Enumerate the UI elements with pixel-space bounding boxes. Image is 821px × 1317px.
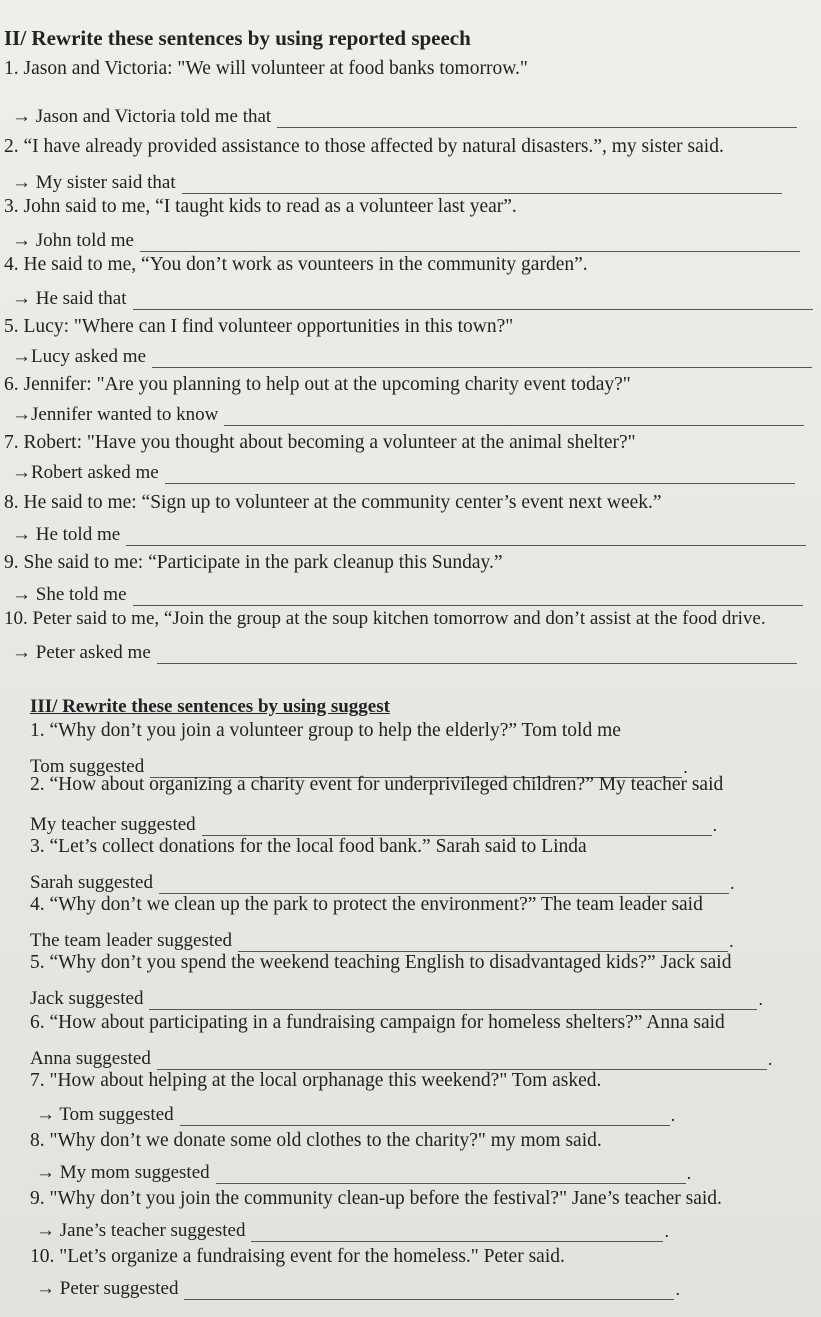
s3-answer-7-blank[interactable] bbox=[180, 1107, 670, 1126]
s3-answer-8-prompt: → My mom suggested bbox=[36, 1162, 210, 1183]
s2-answer-6-prompt: →Jennifer wanted to know bbox=[12, 404, 219, 425]
s2-answer-1 bbox=[12, 106, 797, 128]
s3-question-7: 7. "How about helping at the local orphanage this weekend?" Tom asked. bbox=[30, 1070, 602, 1091]
s2-answer-10 bbox=[12, 642, 797, 664]
s2-answer-8-blank[interactable] bbox=[126, 527, 806, 546]
s3-answer-7-period: . bbox=[670, 1105, 676, 1125]
s3-answer-8-period: . bbox=[686, 1163, 692, 1183]
s2-answer-7-prompt: →Robert asked me bbox=[12, 462, 159, 483]
s3-question-6: 6. “How about participating in a fundraising campaign for homeless shelters?” Anna said bbox=[30, 1012, 725, 1033]
s2-answer-7 bbox=[12, 462, 795, 484]
s3-question-3: 3. “Let’s collect donations for the local food bank.” Sarah said to Linda bbox=[30, 836, 587, 857]
s3-answer-6 bbox=[30, 1048, 772, 1070]
s2-answer-6-blank[interactable] bbox=[224, 407, 804, 426]
s3-answer-10-blank[interactable] bbox=[184, 1281, 674, 1300]
s2-question-1: 1. Jason and Victoria: "We will volunteer at food banks tomorrow." bbox=[4, 58, 528, 79]
s2-question-5: 5. Lucy: "Where can I find volunteer opportunities in this town?" bbox=[4, 316, 514, 337]
s2-answer-3-prompt: → John told me bbox=[12, 230, 134, 251]
s3-answer-8 bbox=[36, 1162, 691, 1184]
s2-answer-8-prompt: → He told me bbox=[12, 524, 121, 545]
s3-question-2: 2. “How about organizing a charity event for underprivileged children?” My teacher said bbox=[30, 774, 724, 795]
s3-answer-3-prompt: Sarah suggested bbox=[30, 872, 153, 893]
s2-question-6: 6. Jennifer: "Are you planning to help out at the upcoming charity event today?" bbox=[4, 374, 631, 395]
s3-question-9: 9. "Why don’t you join the community clean-up before the festival?" Jane’s teacher said. bbox=[30, 1188, 722, 1209]
s2-answer-3 bbox=[12, 230, 800, 252]
s3-answer-8-blank[interactable] bbox=[216, 1165, 686, 1184]
s3-answer-4-prompt: The team leader suggested bbox=[30, 930, 233, 951]
s3-question-8: 8. "Why don’t we donate some old clothes to the charity?" my mom said. bbox=[30, 1130, 602, 1151]
s3-answer-3 bbox=[30, 872, 734, 894]
s3-answer-6-blank[interactable] bbox=[157, 1051, 767, 1070]
s2-question-10: 10. Peter said to me, “Join the group at the soup kitchen tomorrow and don’t assist at the food drive. bbox=[4, 608, 766, 629]
s3-answer-2 bbox=[30, 814, 717, 836]
s2-answer-2-blank[interactable] bbox=[182, 175, 782, 194]
s2-answer-10-prompt: → Peter asked me bbox=[12, 642, 151, 663]
s2-answer-2-prompt: → My sister said that bbox=[12, 172, 176, 193]
s2-answer-4 bbox=[12, 288, 813, 310]
s3-answer-2-blank[interactable] bbox=[202, 817, 712, 836]
s2-question-4: 4. He said to me, “You don’t work as vounteers in the community garden”. bbox=[4, 254, 588, 275]
s2-question-9: 9. She said to me: “Participate in the park cleanup this Sunday.” bbox=[4, 552, 503, 573]
s3-answer-10-period: . bbox=[675, 1279, 680, 1299]
s3-answer-1-period: . bbox=[683, 757, 688, 777]
s2-answer-4-prompt: → He said that bbox=[12, 288, 127, 309]
s3-answer-5-prompt: Jack suggested bbox=[30, 988, 144, 1009]
s3-answer-10-prompt: → Peter suggested bbox=[36, 1278, 179, 1299]
s3-answer-10 bbox=[36, 1278, 680, 1300]
s2-answer-9 bbox=[12, 584, 803, 606]
s3-answer-4 bbox=[30, 930, 734, 952]
s2-answer-10-blank[interactable] bbox=[157, 645, 797, 664]
s2-answer-5-blank[interactable] bbox=[152, 349, 812, 368]
s3-question-10: 10. "Let’s organize a fundraising event for the homeless." Peter said. bbox=[30, 1246, 565, 1267]
s2-answer-7-blank[interactable] bbox=[165, 465, 795, 484]
s3-question-5: 5. “Why don’t you spend the weekend teaching English to disadvantaged kids?” Jack said bbox=[30, 952, 732, 973]
s2-answer-9-prompt: → She told me bbox=[12, 584, 127, 605]
s2-answer-1-prompt: → Jason and Victoria told me that bbox=[12, 106, 272, 127]
s3-answer-3-blank[interactable] bbox=[159, 875, 729, 894]
s3-answer-5-blank[interactable] bbox=[149, 991, 757, 1010]
s3-answer-7-prompt: → Tom suggested bbox=[36, 1104, 174, 1125]
s2-question-8: 8. He said to me: “Sign up to volunteer at the community center’s event next week.” bbox=[4, 492, 662, 513]
s3-answer-1-prompt: Tom suggested bbox=[30, 756, 145, 777]
s2-answer-4-blank[interactable] bbox=[133, 291, 813, 310]
s3-answer-6-period: . bbox=[767, 1049, 773, 1069]
s3-answer-5 bbox=[30, 988, 763, 1010]
s2-question-2: 2. “I have already provided assistance to those affected by natural disasters.”, my sister said. bbox=[4, 136, 724, 157]
s2-answer-9-blank[interactable] bbox=[133, 587, 803, 606]
s2-answer-5-prompt: →Lucy asked me bbox=[12, 346, 147, 367]
s2-question-7: 7. Robert: "Have you thought about becoming a volunteer at the animal shelter?" bbox=[4, 432, 636, 453]
s2-answer-2 bbox=[12, 172, 782, 194]
section-2-title: II/ Rewrite these sentences by using reported speech bbox=[4, 26, 471, 50]
s3-answer-2-period: . bbox=[712, 815, 718, 835]
s3-answer-3-period: . bbox=[729, 873, 735, 893]
s2-question-3: 3. John said to me, “I taught kids to read as a volunteer last year”. bbox=[4, 196, 517, 217]
s2-answer-3-blank[interactable] bbox=[140, 233, 800, 252]
s3-answer-9 bbox=[36, 1220, 669, 1242]
s3-answer-9-period: . bbox=[664, 1221, 669, 1241]
s3-question-1: 1. “Why don’t you join a volunteer group to help the elderly?” Tom told me bbox=[30, 720, 621, 741]
s3-answer-6-prompt: Anna suggested bbox=[30, 1048, 151, 1069]
s3-answer-7 bbox=[36, 1104, 675, 1126]
s2-answer-1-blank[interactable] bbox=[277, 109, 797, 128]
s3-answer-9-prompt: → Jane’s teacher suggested bbox=[36, 1220, 246, 1241]
section-3-title: III/ Rewrite these sentences by using suggest bbox=[30, 696, 390, 717]
s3-question-4: 4. “Why don’t we clean up the park to protect the environment?” The team leader said bbox=[30, 894, 703, 915]
s3-answer-5-period: . bbox=[758, 989, 763, 1009]
s2-answer-8 bbox=[12, 524, 806, 546]
s3-answer-4-blank[interactable] bbox=[238, 933, 728, 952]
s3-answer-9-blank[interactable] bbox=[251, 1223, 663, 1242]
s3-answer-4-period: . bbox=[729, 931, 734, 951]
s3-answer-2-prompt: My teacher suggested bbox=[30, 814, 196, 835]
s2-answer-6 bbox=[12, 404, 804, 426]
s2-answer-5 bbox=[12, 346, 812, 368]
